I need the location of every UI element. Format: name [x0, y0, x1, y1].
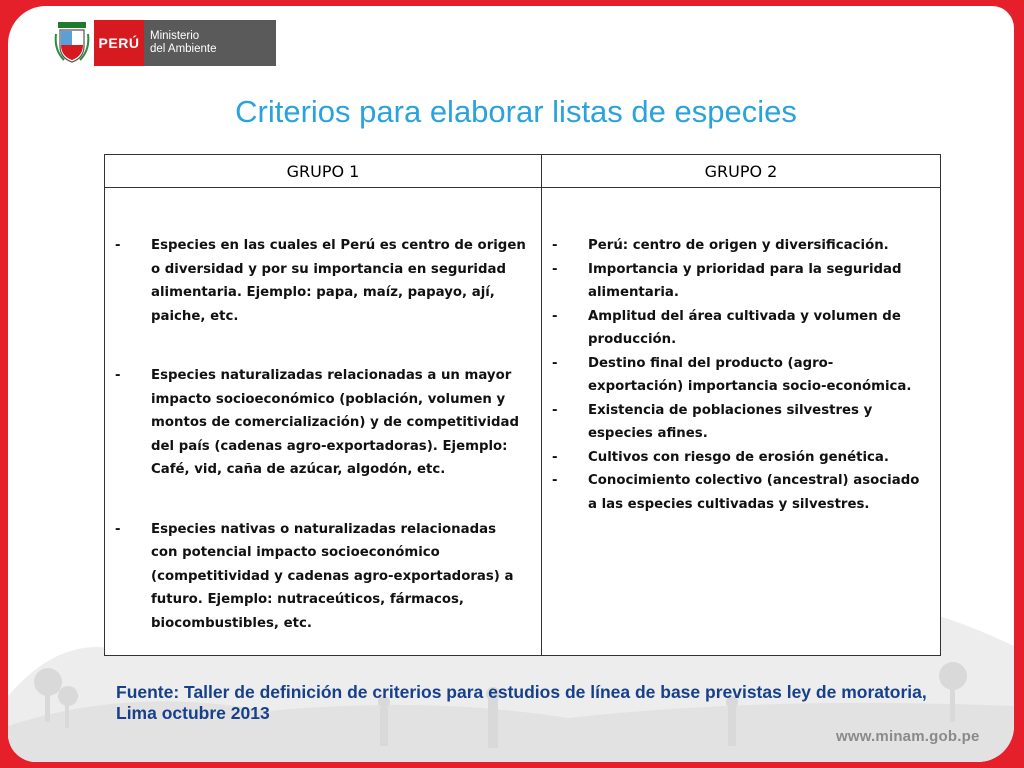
group-2-item — [552, 258, 926, 305]
item-text: Cultivos con riesgo de erosión genética. — [588, 449, 889, 465]
slide-title: Criterios para elaborar listas de especies — [235, 94, 797, 129]
bullet-dash: - — [552, 355, 558, 371]
group-2-cell — [542, 188, 941, 656]
group-2-item — [552, 399, 926, 446]
website-url: www.minam.gob.pe — [836, 728, 980, 745]
group-1-cell — [105, 188, 542, 656]
item-text: Especies naturalizadas relacionadas a un mayor impacto socioeconómico (población, volumen y montos de comercialización) y de competitividad del país (cadenas agro-exportadoras). Ejemplo: Café, vid, caña de azúcar, algodón, etc. — [151, 368, 520, 477]
item-text: Importancia y prioridad para la seguridad alimentaria. — [588, 261, 902, 300]
header-group-2: GRUPO 2 — [542, 155, 941, 188]
bullet-dash: - — [115, 238, 121, 253]
item-text: Especies en las cuales el Perú es centro de origen o diversidad y por su importancia en seguridad alimentaria. Ejemplo: papa, maíz, papayo, ají, paiche, etc. — [151, 238, 526, 324]
group-2-item — [552, 234, 926, 258]
ministry-name — [144, 20, 276, 66]
bullet-dash: - — [552, 402, 558, 418]
bullet-dash: - — [115, 521, 121, 537]
item-text: Existencia de poblaciones silvestres y especies afines. — [588, 402, 873, 441]
item-text: Destino final del producto (agro-exportación) importancia socio-económica. — [588, 355, 912, 394]
group-2-item — [552, 352, 926, 399]
bullet-dash: - — [115, 368, 121, 383]
item-text: Especies nativas o naturalizadas relacionadas con potencial impacto socioeconómico (competitividad y cadenas agro-exportadoras) a futuro. Ejemplo: nutraceúticos, fármacos, biocombustibles, etc. — [151, 521, 514, 631]
bullet-dash: - — [552, 473, 558, 488]
coat-of-arms-icon — [54, 20, 90, 66]
group-1-item — [115, 364, 527, 482]
group-1-item — [115, 234, 527, 328]
item-text: Conocimiento colectivo (ancestral) asociado a las especies cultivadas y silvestres. — [588, 473, 920, 512]
bullet-dash: - — [552, 238, 558, 253]
source-note: Fuente: Taller de definición de criterios para estudios de línea de base previstas ley de moratoria, Lima octubre 2013 — [116, 682, 927, 723]
group-1-item — [115, 518, 527, 636]
group-2-item — [552, 305, 926, 352]
ministry-line-1: Ministerio — [150, 30, 200, 42]
item-text: Perú: centro de origen y diversificación. — [588, 238, 889, 253]
criteria-table — [104, 154, 941, 656]
peru-logo-text: PERÚ — [94, 20, 144, 66]
bullet-dash: - — [552, 308, 558, 324]
ministry-line-2: del Ambiente — [150, 43, 217, 55]
bullet-dash: - — [552, 449, 558, 465]
group-2-item — [552, 469, 926, 516]
header-group-1: GRUPO 1 — [105, 155, 542, 188]
slide — [8, 6, 1014, 762]
group-2-item — [552, 446, 926, 470]
item-text: Amplitud del área cultivada y volumen de producción. — [588, 308, 901, 347]
bullet-dash: - — [552, 261, 558, 277]
minam-logo — [54, 20, 276, 66]
